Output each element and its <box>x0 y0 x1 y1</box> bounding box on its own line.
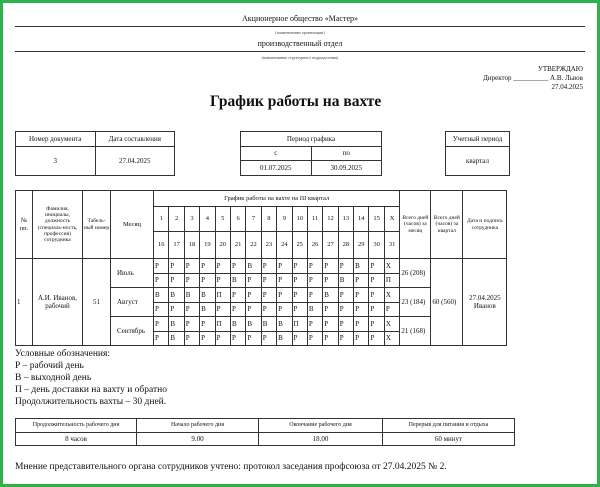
legend-duration: Продолжительность вахты – 30 дней. <box>15 397 167 407</box>
day-code: Р <box>323 302 338 317</box>
legend-dayoff: В – выходной день <box>15 373 92 383</box>
day-number-header: 27 <box>323 232 338 259</box>
day-number-header: 19 <box>200 232 215 259</box>
day-code: Р <box>184 273 199 288</box>
day-number-header: 20 <box>215 232 230 259</box>
day-code: Р <box>369 273 384 288</box>
day-code: Р <box>230 331 245 346</box>
header-fio: Фамилия, инициалы, должность (специаль-ность, профессия) сотрудника <box>33 191 83 259</box>
day-code: В <box>169 331 184 346</box>
day-code: Р <box>338 317 353 332</box>
hours-value: 8 часов <box>16 433 137 446</box>
day-code: Р <box>277 273 292 288</box>
day-code: П <box>292 317 307 332</box>
day-code: Р <box>184 331 199 346</box>
signature-blank: __________ <box>513 74 549 82</box>
day-code: Р <box>292 273 307 288</box>
month-total: 21 (168) <box>400 317 431 346</box>
day-code: Р <box>215 331 230 346</box>
day-code: Р <box>184 259 199 274</box>
day-code: В <box>323 288 338 303</box>
day-number-header: 7 <box>246 207 261 232</box>
period-from: 01.07.2025 <box>241 161 312 176</box>
approval-name: А.В. Львов <box>550 74 583 82</box>
organization-name: Акционерное общество «Мастер» <box>242 14 358 23</box>
day-code: Р <box>246 331 261 346</box>
header-month: Месяц <box>111 191 154 259</box>
header-tab: Табель-ный номер <box>83 191 111 259</box>
day-code: Р <box>307 288 322 303</box>
day-code: В <box>246 259 261 274</box>
day-code: Р <box>184 302 199 317</box>
employee-tab: 51 <box>83 259 111 346</box>
day-code: Р <box>261 331 276 346</box>
organization-caption: (наименование организации) <box>275 30 325 35</box>
day-code: Р <box>200 259 215 274</box>
hours-header: Начало рабочего дня <box>137 419 259 433</box>
day-number-header: 24 <box>277 232 292 259</box>
month-name: Июль <box>111 259 154 288</box>
day-number-header: 3 <box>184 207 199 232</box>
day-code: Р <box>261 302 276 317</box>
day-code: Р <box>246 273 261 288</box>
doc-table <box>15 131 175 176</box>
accounting-label: Учетный период <box>446 132 510 147</box>
day-code: П <box>384 273 400 288</box>
day-code: Р <box>200 317 215 332</box>
approval-label: УТВЕРЖДАЮ <box>537 65 583 73</box>
day-code: Р <box>323 273 338 288</box>
day-code: Р <box>323 331 338 346</box>
hours-header: Окончание рабочего дня <box>259 419 383 433</box>
day-code: В <box>246 317 261 332</box>
day-code: В <box>354 259 369 274</box>
day-code: Р <box>215 259 230 274</box>
hours-header: Перерыв для питания и отдыха <box>383 419 515 433</box>
day-number-header: 17 <box>169 232 184 259</box>
day-number-header: 13 <box>338 207 353 232</box>
approval-block <box>483 65 583 92</box>
period-table <box>240 131 382 176</box>
day-code: Р <box>307 259 322 274</box>
day-code: В <box>200 288 215 303</box>
day-code: В <box>200 302 215 317</box>
table-row <box>16 259 507 274</box>
page-title: График работы на вахте <box>210 93 382 110</box>
day-code: Р <box>154 302 169 317</box>
legend-travel: П – день доставки на вахту и обратно <box>15 385 167 395</box>
hours-value: 60 минут <box>383 433 515 446</box>
day-code: В <box>169 317 184 332</box>
header-month-total: Всего дней (часов) за месяц <box>400 191 431 259</box>
day-code: Р <box>230 302 245 317</box>
schedule-table <box>15 190 507 346</box>
day-code: Р <box>338 302 353 317</box>
day-code: П <box>215 317 230 332</box>
period-to-label: по <box>311 147 382 161</box>
day-code: В <box>169 288 184 303</box>
department-name: производственный отдел <box>257 39 343 48</box>
day-code: Р <box>307 317 322 332</box>
day-code: Р <box>307 331 322 346</box>
day-code: Р <box>354 288 369 303</box>
day-number-header: 12 <box>323 207 338 232</box>
day-number-header: 30 <box>369 232 384 259</box>
day-code: Р <box>261 273 276 288</box>
day-code: Р <box>369 259 384 274</box>
day-code: Р <box>230 259 245 274</box>
day-code: Р <box>169 273 184 288</box>
day-code: Р <box>277 288 292 303</box>
month-total: 23 (184) <box>400 288 431 317</box>
day-code: В <box>338 273 353 288</box>
period-from-label: с <box>241 147 312 161</box>
day-code: Р <box>246 302 261 317</box>
day-code: П <box>215 288 230 303</box>
doc-date-label: Дата составления <box>95 132 175 147</box>
day-number-header: 4 <box>200 207 215 232</box>
hours-value: 9.00 <box>137 433 259 446</box>
employee-signature: 27.04.2025 Иванов <box>463 259 507 346</box>
day-code: Р <box>154 259 169 274</box>
day-code: Р <box>261 259 276 274</box>
employee-fio: А.И. Иванов, рабочий <box>33 259 83 346</box>
day-code: В <box>307 302 322 317</box>
day-code: Р <box>338 288 353 303</box>
day-code: Р <box>369 302 384 317</box>
day-number-header: 28 <box>338 232 353 259</box>
day-code: Х <box>384 288 400 303</box>
day-code: В <box>230 273 245 288</box>
doc-number-label: Номер документа <box>16 132 96 147</box>
period-label: Период графика <box>241 132 382 147</box>
day-code: Р <box>200 273 215 288</box>
quarter-total: 60 (560) <box>431 259 463 346</box>
day-code: Р <box>323 259 338 274</box>
day-code: Р <box>292 331 307 346</box>
day-number-header: 26 <box>307 232 322 259</box>
day-code: Р <box>323 317 338 332</box>
hours-header: Продолжительность рабочего дня <box>16 419 137 433</box>
header-signature: Дата и подпись сотрудника <box>463 191 507 259</box>
day-code: Р <box>369 288 384 303</box>
day-code: Р <box>292 259 307 274</box>
day-code: Р <box>354 317 369 332</box>
day-number-header: 5 <box>215 207 230 232</box>
hours-table <box>15 418 515 446</box>
footer-note: Мнение представительного органа сотрудников учтено: протокол заседания профсоюза от 27.04.2025 № 2. <box>15 462 447 472</box>
day-number-header: 23 <box>261 232 276 259</box>
day-code: Х <box>384 259 400 274</box>
day-code: Р <box>169 259 184 274</box>
day-number-header: 18 <box>184 232 199 259</box>
day-code: В <box>230 317 245 332</box>
day-code: В <box>154 288 169 303</box>
day-number-header: 6 <box>230 207 245 232</box>
day-code: Р <box>215 302 230 317</box>
day-code: Р <box>200 331 215 346</box>
day-number-header: 15 <box>369 207 384 232</box>
hours-value: 18.00 <box>259 433 383 446</box>
day-number-header: 31 <box>384 232 400 259</box>
header-num: № пп. <box>16 191 33 259</box>
day-code: Р <box>184 317 199 332</box>
day-code: Р <box>169 302 184 317</box>
day-code: Р <box>215 273 230 288</box>
day-code: В <box>184 288 199 303</box>
day-number-header: 22 <box>246 232 261 259</box>
day-code: Р <box>369 317 384 332</box>
month-name: Сентябрь <box>111 317 154 346</box>
day-code: Р <box>307 273 322 288</box>
period-to: 30.09.2025 <box>311 161 382 176</box>
header-schedule: График работы на вахте на III квартал <box>154 191 400 207</box>
day-code: Р <box>277 259 292 274</box>
header-quarter-total: Всего дней (часов) за квартал <box>431 191 463 259</box>
day-code: В <box>277 317 292 332</box>
doc-number: 3 <box>16 147 96 176</box>
day-code: Р <box>277 302 292 317</box>
day-code: Р <box>369 331 384 346</box>
day-code: В <box>261 317 276 332</box>
day-number-header: 16 <box>154 232 169 259</box>
approval-position: Директор <box>483 74 512 82</box>
day-code: Р <box>338 259 353 274</box>
legend <box>15 348 167 408</box>
legend-work: Р – рабочий день <box>15 361 84 371</box>
day-code: Р <box>338 331 353 346</box>
day-code: Р <box>292 302 307 317</box>
day-code: Р <box>230 288 245 303</box>
employee-num: 1 <box>16 259 33 346</box>
day-number-header: 10 <box>292 207 307 232</box>
day-code: Р <box>354 302 369 317</box>
department-caption: (наименование структурного подразделения) <box>261 55 339 60</box>
accounting-table <box>445 131 510 176</box>
month-total: 26 (208) <box>400 259 431 288</box>
day-code: Р <box>354 331 369 346</box>
day-number-header: 2 <box>169 207 184 232</box>
day-number-header: 11 <box>307 207 322 232</box>
day-code: Р <box>354 273 369 288</box>
doc-date: 27.04.2025 <box>95 147 175 176</box>
day-code: Х <box>384 331 400 346</box>
day-code: Р <box>261 288 276 303</box>
day-code: Р <box>154 317 169 332</box>
day-number-header: 9 <box>277 207 292 232</box>
day-number-header: 14 <box>354 207 369 232</box>
day-number-header: 8 <box>261 207 276 232</box>
day-code: Р <box>154 273 169 288</box>
day-code: В <box>277 331 292 346</box>
day-number-header: 1 <box>154 207 169 232</box>
day-code: Р <box>384 302 400 317</box>
day-number-header: Х <box>384 207 400 232</box>
day-code: Р <box>292 288 307 303</box>
day-code: Х <box>384 317 400 332</box>
day-code: Р <box>154 331 169 346</box>
day-number-header: 29 <box>354 232 369 259</box>
approval-date: 27.04.2025 <box>551 83 583 91</box>
day-number-header: 25 <box>292 232 307 259</box>
day-code: Р <box>246 288 261 303</box>
day-number-header: 21 <box>230 232 245 259</box>
legend-title: Условные обозначения: <box>15 349 111 359</box>
month-name: Август <box>111 288 154 317</box>
accounting-value: квартал <box>446 147 510 176</box>
